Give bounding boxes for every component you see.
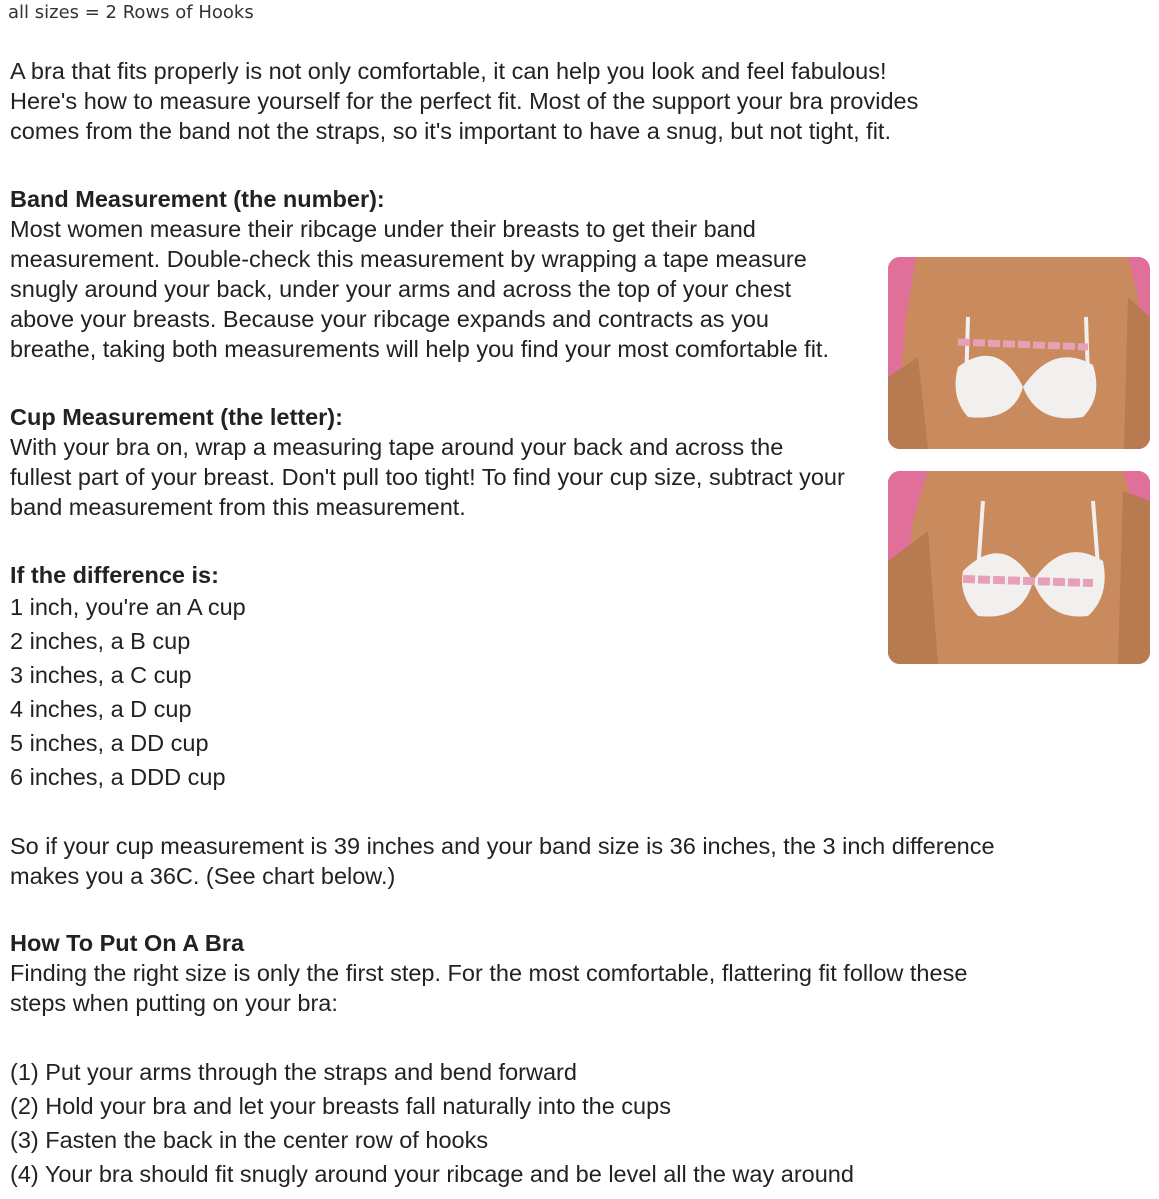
list-item: 5 inches, a DD cup — [10, 730, 209, 756]
cup-heading: Cup Measurement (the letter): — [10, 404, 343, 430]
list-item: (3) Fasten the back in the center row of hooks — [10, 1127, 489, 1153]
cup-paragraph: With your bra on, wrap a measuring tape around your back and across the fullest part of your breast. Don't pull too tight! To find your cup size, subtract your band measurement from this measurement. — [10, 434, 845, 520]
list-item: 2 inches, a B cup — [10, 628, 191, 654]
list-item: (1) Put your arms through the straps and bend forward — [10, 1059, 577, 1085]
band-heading: Band Measurement (the number): — [10, 186, 385, 212]
howto-heading: How To Put On A Bra — [10, 930, 245, 956]
cup-size-list — [10, 590, 1010, 794]
steps-list — [10, 1055, 1010, 1191]
cup-measurement-illustration — [888, 471, 1150, 664]
list-item: (2) Hold your bra and let your breasts fall naturally into the cups — [10, 1093, 671, 1119]
list-item: 4 inches, a D cup — [10, 696, 192, 722]
difference-heading: If the difference is: — [10, 562, 219, 588]
list-item: 1 inch, you're an A cup — [10, 594, 246, 620]
list-item: 3 inches, a C cup — [10, 662, 192, 688]
list-item: 6 inches, a DDD cup — [10, 764, 226, 790]
intro-paragraph: A bra that fits properly is not only comfortable, it can help you look and feel fabulous! Here's how to measure yourself for the perfect fit. Most of the support your bra provides comes from the band not the straps, so it's important to have a snug, but not tight, fit. — [10, 58, 919, 144]
list-item: (4) Your bra should fit snugly around your ribcage and be level all the way around — [10, 1161, 854, 1187]
sizes-note: all sizes = 2 Rows of Hooks — [8, 2, 254, 23]
cup-measurement-photo — [888, 471, 1150, 664]
band-measurement-photo — [888, 257, 1150, 449]
band-paragraph: Most women measure their ribcage under their breasts to get their band measurement. Double-check this measurement by wrapping a tape measure snugly around your back, under your arms and across the top of your chest above your breasts. Because your ribcage expands and contracts as you breathe, taking both measurements will help you find your most comfortable fit. — [10, 216, 829, 362]
band-measurement-illustration — [888, 257, 1150, 449]
howto-paragraph: Finding the right size is only the first step. For the most comfortable, flattering fit follow these steps when putting on your bra: — [10, 960, 968, 1016]
example-paragraph: So if your cup measurement is 39 inches and your band size is 36 inches, the 3 inch difference makes you a 36C. (See chart below.) — [10, 833, 995, 889]
article-body — [10, 56, 1010, 1191]
